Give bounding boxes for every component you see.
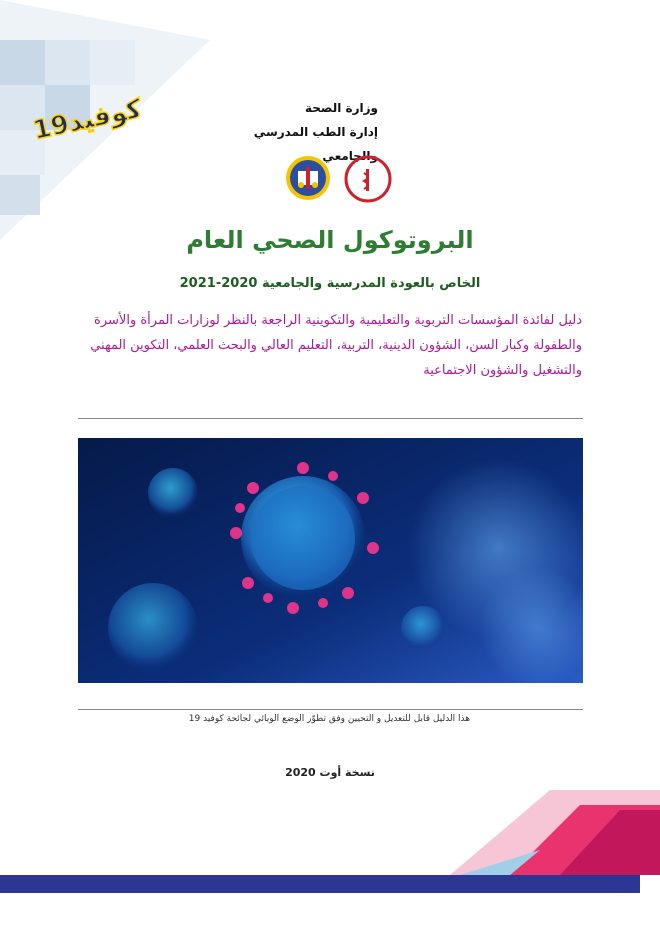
divider-bottom xyxy=(78,709,583,710)
ministry-logo xyxy=(344,155,392,203)
virus-hero-image xyxy=(78,438,583,683)
ministry-name: وزارة الصحة xyxy=(304,101,378,115)
version-label: نسخة أوت 2020 xyxy=(285,766,375,779)
document-title: البروتوكول الصحي العام xyxy=(186,226,474,254)
divider-top xyxy=(78,418,583,419)
school-medicine-logo xyxy=(285,155,331,201)
covid-badge xyxy=(28,78,148,158)
footer-bar xyxy=(0,875,640,893)
corner-decoration-bottom xyxy=(420,790,660,875)
revision-note: هذا الدليل قابل للتعديل و التحيين وفق تطوّر الوضع الوبائي لجائحة كوفيد 19 xyxy=(188,714,470,724)
document-description: دليل لفائدة المؤسسات التربوية والتعليمية والتكوينية الراجعة بالنظر لوزارات المرأة والأسرة والطفولة وكبار السن، الشؤون الدينية، التربية، التعليم العالي والبحث العلمي، التكوين المهني والتشغيل والشؤون الاجتماعية xyxy=(90,313,582,378)
document-subtitle: الخاص بالعودة المدرسية والجامعية 2020-2021 xyxy=(179,276,481,291)
covid-badge-text: كوفيد19 xyxy=(30,93,145,147)
department-name: إدارة الطب المدرسي والجامعي xyxy=(253,125,378,163)
